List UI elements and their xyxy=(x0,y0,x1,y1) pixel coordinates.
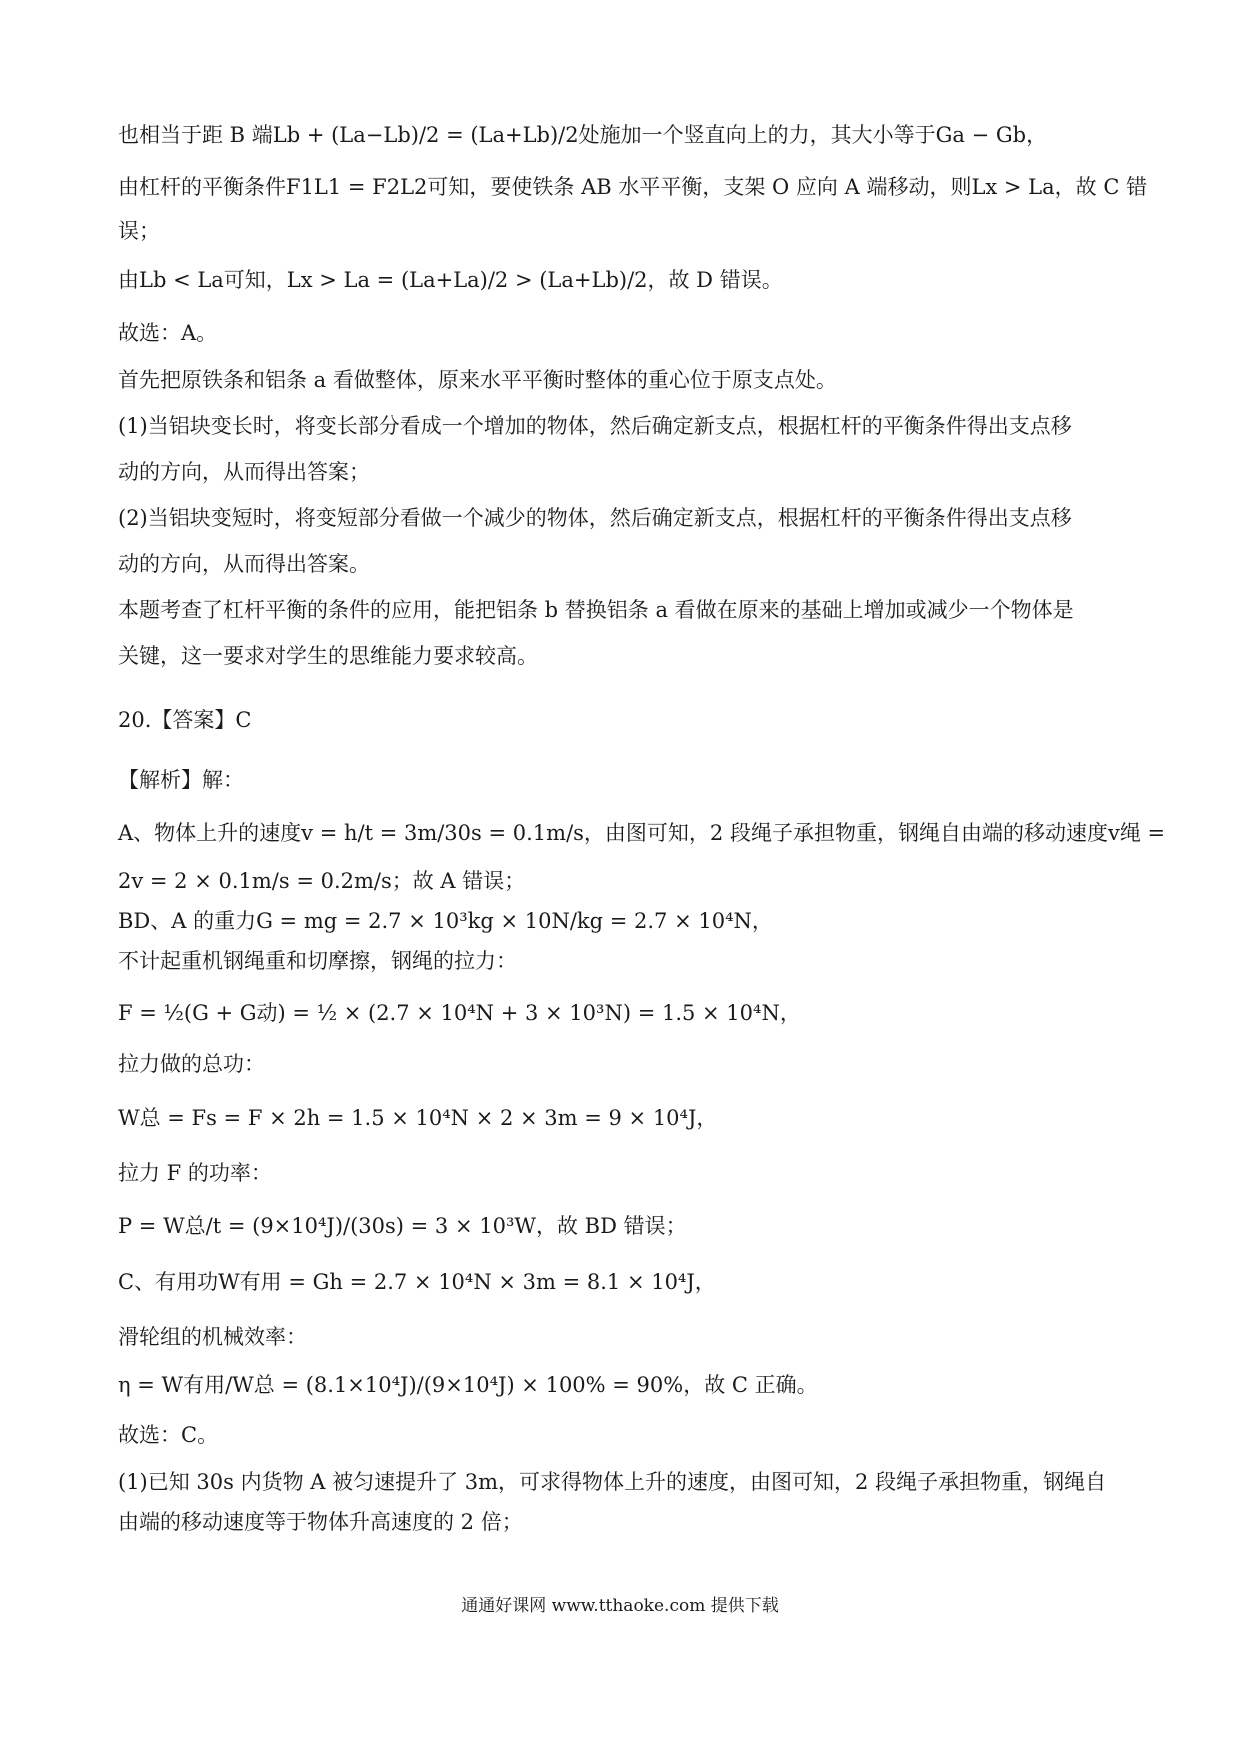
text-line: 也相当于距 B 端Lb + (La−Lb)/2 = (La+Lb)/2处施加一个竖直向上的力，其大小等于Ga − Gb， xyxy=(118,123,1048,147)
text-line: 首先把原铁条和铝条 a 看做整体，原来水平平衡时整体的重心位于原支点处。 xyxy=(118,368,837,392)
text-line: 本题考查了杠杆平衡的条件的应用，能把铝条 b 替换铝条 a 看做在原来的基础上增加或减少一个物体是 xyxy=(118,598,1074,622)
text-line: 拉力做的总功： xyxy=(118,1052,265,1076)
text-line: 由杠杆的平衡条件F1L1 = F2L2可知，要使铁条 AB 水平平衡，支架 O 应向 A 端移动，则Lx > La，故 C 错 xyxy=(118,175,1148,199)
text-line: 由Lb < La可知，Lx > La = (La+La)/2 > (La+Lb)/2，故 D 错误。 xyxy=(118,268,783,292)
text-line: 故选：C。 xyxy=(118,1423,219,1447)
text-line: 动的方向，从而得出答案。 xyxy=(118,552,370,576)
text-line: 由端的移动速度等于物体升高速度的 2 倍； xyxy=(118,1510,523,1534)
text-line: (1)已知 30s 内货物 A 被匀速提升了 3m，可求得物体上升的速度，由图可知，2 段绳子承担物重，钢绳自 xyxy=(118,1470,1107,1494)
text-line: 拉力 F 的功率： xyxy=(118,1161,272,1185)
text-line: A、物体上升的速度v = h/t = 3m/30s = 0.1m/s，由图可知，2 段绳子承担物重，钢绳自由端的移动速度v绳 = xyxy=(118,821,1166,845)
formula-line: F = ½(G + G动) = ½ × (2.7 × 10⁴N + 3 × 10³N) = 1.5 × 10⁴N， xyxy=(118,1001,801,1025)
formula-line: W总 = Fs = F × 2h = 1.5 × 10⁴N × 2 × 3m = 9 × 10⁴J， xyxy=(118,1106,718,1130)
text-line: 关键，这一要求对学生的思维能力要求较高。 xyxy=(118,644,538,668)
text-line: 动的方向，从而得出答案； xyxy=(118,460,370,484)
text-line: BD、A 的重力G = mg = 2.7 × 10³kg × 10N/kg = 2.7 × 10⁴N， xyxy=(118,909,773,933)
footer-source: 通通好课网 www.tthaoke.com 提供下载 xyxy=(461,1596,779,1616)
text-line: 不计起重机钢绳重和切摩擦，钢绳的拉力： xyxy=(118,949,517,973)
text-line: (2)当铝块变短时，将变短部分看做一个减少的物体，然后确定新支点，根据杠杆的平衡条件得出支点移 xyxy=(118,506,1072,530)
analysis-heading: 【解析】解： xyxy=(118,768,244,792)
answer-heading: 20.【答案】C xyxy=(118,708,252,732)
formula-line: η = W有用/W总 = (8.1×10⁴J)/(9×10⁴J) × 100% = 90%，故 C 正确。 xyxy=(118,1373,818,1397)
text-line: 2v = 2 × 0.1m/s = 0.2m/s；故 A 错误； xyxy=(118,869,526,893)
text-line: 滑轮组的机械效率： xyxy=(118,1325,307,1349)
text-line: 误； xyxy=(118,219,160,243)
text-line: (1)当铝块变长时，将变长部分看成一个增加的物体，然后确定新支点，根据杠杆的平衡条件得出支点移 xyxy=(118,414,1072,438)
formula-line: C、有用功W有用 = Gh = 2.7 × 10⁴N × 3m = 8.1 × 10⁴J， xyxy=(118,1270,716,1294)
formula-line: P = W总/t = (9×10⁴J)/(30s) = 3 × 10³W，故 BD 错误； xyxy=(118,1214,687,1238)
text-line: 故选：A。 xyxy=(118,321,218,345)
